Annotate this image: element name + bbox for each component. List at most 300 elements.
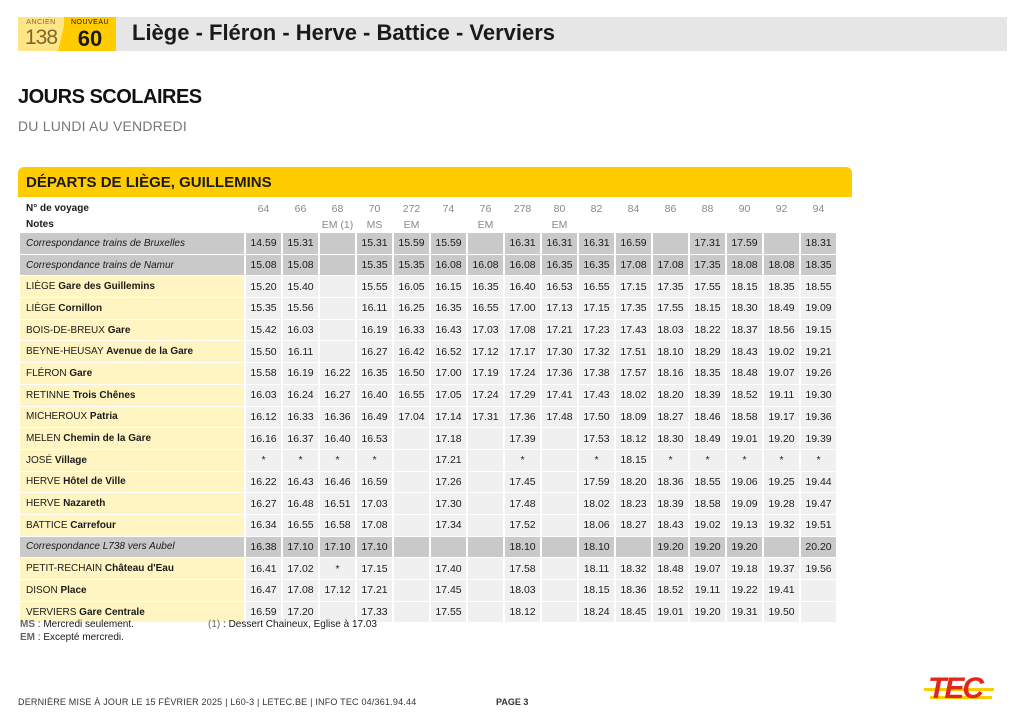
- departure-time: 16.55: [394, 385, 429, 407]
- departure-time: 18.27: [653, 407, 688, 429]
- departure-time: [542, 493, 577, 515]
- departure-time: 19.32: [764, 515, 799, 537]
- departure-time: 17.32: [579, 341, 614, 363]
- voyage-note: [616, 217, 651, 233]
- departure-time: 17.03: [468, 320, 503, 342]
- departure-time: [394, 515, 429, 537]
- stop-row: [20, 385, 836, 407]
- departure-time: 18.29: [690, 341, 725, 363]
- notes-row: [20, 217, 836, 233]
- voyage-number: 84: [616, 201, 651, 217]
- departure-time: 17.08: [283, 580, 318, 602]
- departure-time: 16.19: [283, 363, 318, 385]
- departure-time: 17.08: [616, 255, 651, 277]
- departure-time: [394, 428, 429, 450]
- connection-name: [20, 537, 244, 559]
- stop-town: RETINNE: [26, 389, 70, 401]
- stop-name: [20, 341, 244, 363]
- new-line-badge: [64, 17, 116, 51]
- departure-time: 18.58: [690, 493, 725, 515]
- stop-town: Correspondance L738 vers Aubel: [26, 541, 175, 553]
- departure-time: [542, 515, 577, 537]
- departure-time: 16.43: [431, 320, 466, 342]
- departure-time: 19.51: [801, 515, 836, 537]
- stop-name: [20, 580, 244, 602]
- departure-time: 16.59: [357, 472, 392, 494]
- departure-time: 18.22: [690, 320, 725, 342]
- departure-time: 18.49: [690, 428, 725, 450]
- voyage-note: [801, 217, 836, 233]
- stop-name: [20, 558, 244, 580]
- stop-place: Nazareth: [63, 498, 106, 510]
- departure-time: 19.02: [690, 515, 725, 537]
- departure-time: 18.30: [727, 298, 762, 320]
- departure-time: 16.31: [579, 233, 614, 255]
- departure-time: 16.55: [283, 515, 318, 537]
- departure-time: 19.39: [801, 428, 836, 450]
- departure-time: 16.40: [505, 276, 540, 298]
- voyage-note: [505, 217, 540, 233]
- departure-time: 17.24: [468, 385, 503, 407]
- departure-time: *: [690, 450, 725, 472]
- departure-time: 17.21: [431, 450, 466, 472]
- departure-time: 16.24: [283, 385, 318, 407]
- note-one-code: (1): [208, 619, 221, 630]
- stop-name: [20, 450, 244, 472]
- departure-time: 16.38: [246, 537, 281, 559]
- stop-town: BEYNE-HEUSAY: [26, 346, 104, 358]
- departure-time: 18.02: [579, 493, 614, 515]
- stop-place: Chemin de la Gare: [63, 433, 152, 445]
- departure-time: 17.48: [505, 493, 540, 515]
- departure-time: 18.49: [764, 298, 799, 320]
- departure-time: 18.35: [764, 276, 799, 298]
- departure-time: [394, 493, 429, 515]
- departure-time: 18.12: [505, 602, 540, 624]
- voyage-number-row: [20, 201, 836, 217]
- departure-time: 16.15: [431, 276, 466, 298]
- departure-time: 19.02: [764, 341, 799, 363]
- stop-place: Gare: [69, 367, 93, 379]
- tec-logo: TEC: [928, 672, 982, 705]
- departure-time: [468, 580, 503, 602]
- departure-time: 18.24: [579, 602, 614, 624]
- stop-town: BATTICE: [26, 519, 68, 531]
- departure-time: 16.41: [246, 558, 281, 580]
- departure-time: 17.38: [579, 363, 614, 385]
- departure-time: [764, 233, 799, 255]
- departure-time: 18.06: [579, 515, 614, 537]
- note-em-code: EM: [20, 632, 35, 643]
- departure-time: 16.55: [468, 298, 503, 320]
- departure-time: 18.08: [764, 255, 799, 277]
- departure-time: 17.21: [542, 320, 577, 342]
- departure-time: 17.18: [431, 428, 466, 450]
- departure-time: [320, 341, 355, 363]
- departure-time: 18.45: [616, 602, 651, 624]
- departure-time: 17.43: [616, 320, 651, 342]
- stop-town: MICHEROUX: [26, 411, 88, 423]
- departure-time: 16.05: [394, 276, 429, 298]
- departure-time: 17.35: [616, 298, 651, 320]
- departure-time: *: [653, 450, 688, 472]
- departure-time: 19.20: [764, 428, 799, 450]
- departure-time: 17.43: [579, 385, 614, 407]
- departure-time: 17.02: [283, 558, 318, 580]
- voyage-number: 64: [246, 201, 281, 217]
- departure-time: 18.23: [616, 493, 651, 515]
- departure-time: 18.03: [505, 580, 540, 602]
- new-line-number: 60: [77, 26, 103, 51]
- departure-time: [616, 537, 651, 559]
- departure-time: 15.35: [357, 255, 392, 277]
- stop-place: Carrefour: [70, 519, 116, 531]
- departure-time: 19.20: [653, 537, 688, 559]
- departure-time: 18.30: [653, 428, 688, 450]
- departure-time: 19.31: [727, 602, 762, 624]
- departure-time: 16.40: [357, 385, 392, 407]
- voyage-note: [653, 217, 688, 233]
- departure-time: 17.00: [505, 298, 540, 320]
- departure-time: 18.20: [653, 385, 688, 407]
- days-range: DU LUNDI AU VENDREDI: [18, 118, 187, 134]
- stop-row: [20, 341, 836, 363]
- departure-time: 19.01: [727, 428, 762, 450]
- departure-time: *: [320, 558, 355, 580]
- departure-time: 19.21: [801, 341, 836, 363]
- departure-time: 16.35: [579, 255, 614, 277]
- stop-place: Patria: [89, 411, 118, 423]
- departure-time: [653, 233, 688, 255]
- page-number: PAGE 3: [496, 697, 529, 707]
- stop-town: Correspondance trains de Bruxelles: [26, 237, 185, 249]
- voyage-number: 82: [579, 201, 614, 217]
- departure-time: 19.13: [727, 515, 762, 537]
- departure-time: *: [764, 450, 799, 472]
- departure-time: 17.58: [505, 558, 540, 580]
- voyage-number: 272: [394, 201, 429, 217]
- stop-town: PETIT-RECHAIN: [26, 563, 103, 575]
- stop-town: LIÈGE: [26, 302, 56, 314]
- note-ms-text: : Mercredi seulement.: [35, 619, 134, 630]
- departure-time: 16.49: [357, 407, 392, 429]
- departure-time: 17.08: [505, 320, 540, 342]
- departure-time: 15.35: [394, 255, 429, 277]
- departure-time: 16.35: [357, 363, 392, 385]
- departure-time: 17.15: [579, 298, 614, 320]
- section-title: DÉPARTS DE LIÈGE, GUILLEMINS: [26, 174, 272, 191]
- departure-time: [542, 602, 577, 624]
- departure-time: 16.52: [431, 341, 466, 363]
- stop-town: HERVE: [26, 498, 61, 510]
- departure-time: *: [320, 450, 355, 472]
- departure-time: 17.29: [505, 385, 540, 407]
- departure-time: 16.31: [505, 233, 540, 255]
- departure-time: 16.16: [246, 428, 281, 450]
- departure-time: 17.21: [357, 580, 392, 602]
- departure-time: [468, 493, 503, 515]
- stop-place: Village: [54, 454, 87, 466]
- departure-time: 18.20: [616, 472, 651, 494]
- voyage-note: EM: [468, 217, 503, 233]
- departure-time: 20.20: [801, 537, 836, 559]
- stop-town: LIÈGE: [26, 281, 56, 293]
- voyage-note: [690, 217, 725, 233]
- departure-time: 16.35: [468, 276, 503, 298]
- departure-time: 19.06: [727, 472, 762, 494]
- departure-time: 19.26: [801, 363, 836, 385]
- departure-time: [468, 558, 503, 580]
- departure-time: 17.34: [431, 515, 466, 537]
- stop-town: BOIS-DE-BREUX: [26, 324, 105, 336]
- stop-name: [20, 407, 244, 429]
- departure-time: 16.03: [246, 385, 281, 407]
- departure-time: 18.31: [801, 233, 836, 255]
- departure-time: 15.50: [246, 341, 281, 363]
- departure-time: [320, 233, 355, 255]
- departure-time: 18.48: [653, 558, 688, 580]
- departure-time: [394, 537, 429, 559]
- footer-info: DERNIÈRE MISE À JOUR LE 15 FÉVRIER 2025 | L60-3 | LETEC.BE | INFO TEC 04/361.94.44: [18, 697, 417, 707]
- connection-row: [20, 537, 836, 559]
- departure-time: 15.58: [246, 363, 281, 385]
- departure-time: 18.32: [616, 558, 651, 580]
- departure-time: 19.36: [801, 407, 836, 429]
- voyage-number: 92: [764, 201, 799, 217]
- connection-row: [20, 255, 836, 277]
- departure-time: 18.58: [727, 407, 762, 429]
- departure-time: 17.41: [542, 385, 577, 407]
- stop-place: Place: [60, 584, 87, 596]
- departure-time: 17.00: [431, 363, 466, 385]
- stop-town: DISON: [26, 584, 58, 596]
- departure-time: 16.59: [616, 233, 651, 255]
- departure-time: 15.40: [283, 276, 318, 298]
- departure-time: 16.43: [283, 472, 318, 494]
- departure-time: 16.11: [357, 298, 392, 320]
- departure-time: 16.33: [394, 320, 429, 342]
- departure-time: 16.40: [320, 428, 355, 450]
- departure-time: 16.48: [283, 493, 318, 515]
- notes-label: Notes: [20, 217, 244, 233]
- departure-time: 18.35: [801, 255, 836, 277]
- voyage-note: EM: [542, 217, 577, 233]
- departure-time: 19.01: [653, 602, 688, 624]
- note-em: [20, 632, 124, 643]
- departure-time: 19.47: [801, 493, 836, 515]
- old-line-number: 138: [24, 26, 58, 49]
- departure-time: 18.55: [801, 276, 836, 298]
- stop-row: [20, 363, 836, 385]
- stop-town: VERVIERS: [26, 606, 77, 618]
- departure-time: [801, 580, 836, 602]
- departure-time: 15.55: [357, 276, 392, 298]
- stop-row: [20, 276, 836, 298]
- old-line-label: ANCIEN: [26, 19, 56, 26]
- departure-time: 17.35: [653, 276, 688, 298]
- voyage-number: 66: [283, 201, 318, 217]
- voyage-number: 278: [505, 201, 540, 217]
- stop-row: [20, 450, 836, 472]
- departure-time: [468, 537, 503, 559]
- voyage-number: 80: [542, 201, 577, 217]
- voyage-note: [431, 217, 466, 233]
- voyage-note: EM: [394, 217, 429, 233]
- departure-time: 18.08: [727, 255, 762, 277]
- voyage-number: 76: [468, 201, 503, 217]
- departure-time: 17.50: [579, 407, 614, 429]
- departure-time: 17.23: [579, 320, 614, 342]
- departure-time: [394, 558, 429, 580]
- departure-time: 19.11: [764, 385, 799, 407]
- days-title: JOURS SCOLAIRES: [18, 86, 202, 108]
- departure-time: 18.16: [653, 363, 688, 385]
- voyage-number: 68: [320, 201, 355, 217]
- departure-time: 15.59: [431, 233, 466, 255]
- departure-time: [542, 472, 577, 494]
- stop-row: [20, 493, 836, 515]
- departure-time: *: [579, 450, 614, 472]
- departure-time: 18.37: [727, 320, 762, 342]
- departure-time: 17.08: [357, 515, 392, 537]
- connection-name: [20, 233, 244, 255]
- departure-time: 17.24: [505, 363, 540, 385]
- departure-time: 16.22: [246, 472, 281, 494]
- departure-time: 19.11: [690, 580, 725, 602]
- departure-time: 18.52: [727, 385, 762, 407]
- departure-time: 19.25: [764, 472, 799, 494]
- departure-time: [468, 428, 503, 450]
- departure-time: 17.10: [283, 537, 318, 559]
- departure-time: [542, 428, 577, 450]
- departure-time: 18.36: [653, 472, 688, 494]
- stop-row: [20, 428, 836, 450]
- departure-time: 16.08: [431, 255, 466, 277]
- stop-town: FLÉRON: [26, 367, 67, 379]
- departure-time: 16.08: [505, 255, 540, 277]
- departure-time: 19.44: [801, 472, 836, 494]
- voyage-number: 86: [653, 201, 688, 217]
- stop-row: [20, 407, 836, 429]
- departure-time: 17.31: [468, 407, 503, 429]
- stop-name: [20, 472, 244, 494]
- departure-time: 17.05: [431, 385, 466, 407]
- stop-place: Avenue de la Gare: [106, 346, 194, 358]
- departure-time: [394, 472, 429, 494]
- voyage-label: N° de voyage: [20, 201, 244, 217]
- stop-row: [20, 472, 836, 494]
- departure-time: 17.10: [357, 537, 392, 559]
- stop-row: [20, 320, 836, 342]
- departure-time: *: [727, 450, 762, 472]
- departure-time: [468, 450, 503, 472]
- departure-time: 16.27: [320, 385, 355, 407]
- departure-time: 18.15: [579, 580, 614, 602]
- departure-time: 18.12: [616, 428, 651, 450]
- departure-time: *: [801, 450, 836, 472]
- stop-name: [20, 428, 244, 450]
- departure-time: 17.10: [320, 537, 355, 559]
- departure-time: 16.36: [320, 407, 355, 429]
- departure-time: [542, 450, 577, 472]
- departure-time: [764, 537, 799, 559]
- departure-time: *: [283, 450, 318, 472]
- departure-time: [394, 580, 429, 602]
- departure-time: 16.47: [246, 580, 281, 602]
- departure-time: 17.40: [431, 558, 466, 580]
- departure-time: 16.03: [283, 320, 318, 342]
- stop-name: [20, 515, 244, 537]
- voyage-note: MS: [357, 217, 392, 233]
- voyage-note: [246, 217, 281, 233]
- departure-time: 17.08: [653, 255, 688, 277]
- departure-time: 16.37: [283, 428, 318, 450]
- departure-time: [320, 276, 355, 298]
- new-line-label: NOUVEAU: [70, 19, 110, 26]
- departure-time: 15.20: [246, 276, 281, 298]
- departure-time: 17.45: [431, 580, 466, 602]
- departure-time: 19.20: [690, 602, 725, 624]
- departure-time: 15.08: [283, 255, 318, 277]
- departure-time: 17.39: [505, 428, 540, 450]
- departure-time: 18.55: [690, 472, 725, 494]
- departure-time: [468, 472, 503, 494]
- departure-time: *: [246, 450, 281, 472]
- voyage-note: [283, 217, 318, 233]
- voyage-number: 88: [690, 201, 725, 217]
- note-ms-code: MS: [20, 619, 35, 630]
- departure-time: 18.39: [690, 385, 725, 407]
- departure-time: [431, 537, 466, 559]
- departure-time: 15.56: [283, 298, 318, 320]
- stop-name: [20, 493, 244, 515]
- departure-time: 17.55: [653, 298, 688, 320]
- departure-time: 16.27: [246, 493, 281, 515]
- stop-town: JOSÉ: [26, 454, 53, 466]
- departure-time: 16.25: [394, 298, 429, 320]
- departure-time: 16.19: [357, 320, 392, 342]
- departure-time: 18.43: [653, 515, 688, 537]
- departure-time: 16.11: [283, 341, 318, 363]
- departure-time: 18.35: [690, 363, 725, 385]
- departure-time: 18.39: [653, 493, 688, 515]
- departure-time: 17.17: [505, 341, 540, 363]
- departure-time: *: [505, 450, 540, 472]
- departure-time: 18.48: [727, 363, 762, 385]
- stop-name: [20, 298, 244, 320]
- departure-time: 16.22: [320, 363, 355, 385]
- stop-row: [20, 558, 836, 580]
- departure-time: 17.35: [690, 255, 725, 277]
- connection-row: [20, 233, 836, 255]
- departure-time: 18.15: [727, 276, 762, 298]
- departure-time: 19.37: [764, 558, 799, 580]
- departure-time: 16.12: [246, 407, 281, 429]
- departure-time: 18.10: [579, 537, 614, 559]
- voyage-number: 70: [357, 201, 392, 217]
- departure-time: 17.03: [357, 493, 392, 515]
- departure-time: 16.53: [542, 276, 577, 298]
- departure-time: [320, 320, 355, 342]
- stop-row: [20, 602, 836, 624]
- departure-time: 16.08: [468, 255, 503, 277]
- departure-time: [542, 580, 577, 602]
- section-header: [18, 167, 852, 197]
- departure-time: 18.10: [505, 537, 540, 559]
- departure-time: 15.35: [246, 298, 281, 320]
- departure-time: 15.08: [246, 255, 281, 277]
- departure-time: 17.14: [431, 407, 466, 429]
